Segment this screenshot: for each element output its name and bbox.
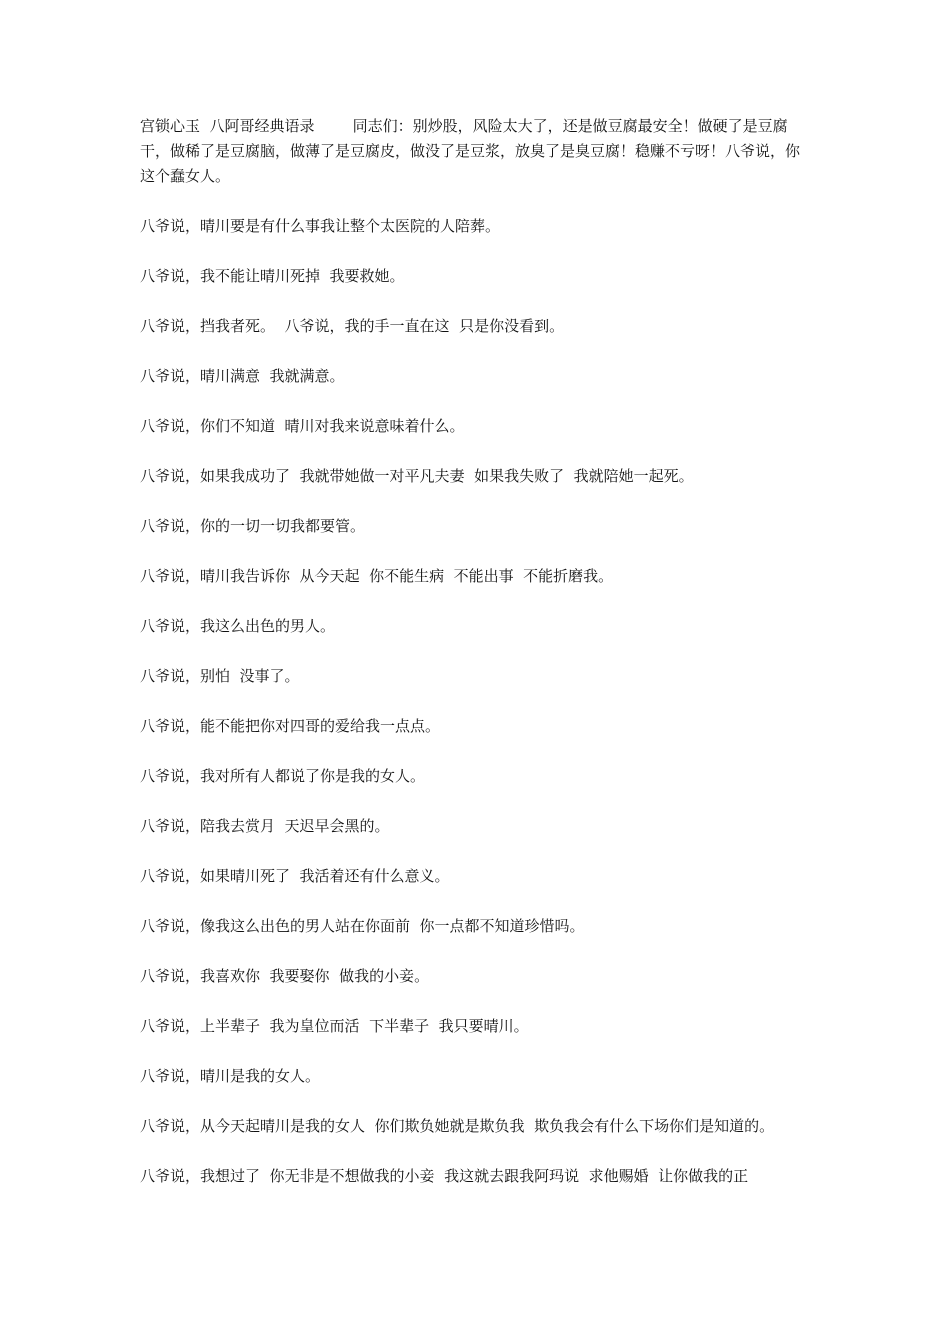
paragraph: 八爷说，像我这么出色的男人站在你面前 你一点都不知道珍惜吗。 <box>140 917 585 935</box>
paragraph: 八爷说，能不能把你对四哥的爱给我一点点。 <box>140 717 441 735</box>
paragraph: 八爷说，你们不知道 晴川对我来说意味着什么。 <box>140 417 465 435</box>
paragraph: 八爷说，晴川是我的女人。 <box>140 1067 321 1085</box>
paragraph: 八爷说，我不能让晴川死掉 我要救她。 <box>140 267 405 285</box>
paragraph: 八爷说，从今天起晴川是我的女人 你们欺负她就是欺负我 欺负我会有什么下场你们是知道的。 <box>140 1117 775 1135</box>
paragraph: 八爷说，挡我者死。 八爷说，我的手一直在这 只是你没看到。 <box>140 317 565 335</box>
paragraph: 八爷说，晴川满意 我就满意。 <box>140 367 345 385</box>
paragraph: 八爷说，上半辈子 我为皇位而活 下半辈子 我只要晴川。 <box>140 1017 529 1035</box>
paragraph: 八爷说，我喜欢你 我要娶你 做我的小妾。 <box>140 967 430 985</box>
paragraph: 八爷说，我这么出色的男人。 <box>140 617 336 635</box>
paragraph: 八爷说，你的一切一切我都要管。 <box>140 517 366 535</box>
paragraph: 八爷说，如果我成功了 我就带她做一对平凡夫妻 如果我失败了 我就陪她一起死。 <box>140 467 694 485</box>
paragraph: 八爷说，陪我去赏月 天迟早会黑的。 <box>140 817 390 835</box>
paragraph-intro: 宫锁心玉 八阿哥经典语录 同志们：别炒股，风险太大了，还是做豆腐最安全！做硬了是豆腐干，做稀了是豆腐脑，做薄了是豆腐皮，做没了是豆浆，放臭了是臭豆腐！稳赚不亏呀！八爷说，你这个蠢女人。 <box>140 117 801 185</box>
document-body <box>140 114 812 1214</box>
paragraph: 八爷说，晴川我告诉你 从今天起 你不能生病 不能出事 不能折磨我。 <box>140 567 614 585</box>
paragraph: 八爷说，如果晴川死了 我活着还有什么意义。 <box>140 867 450 885</box>
paragraph: 八爷说，我想过了 你无非是不想做我的小妾 我这就去跟我阿玛说 求他赐婚 让你做我的正 <box>140 1167 749 1185</box>
paragraph: 八爷说，我对所有人都说了你是我的女人。 <box>140 767 426 785</box>
paragraph: 八爷说，别怕 没事了。 <box>140 667 300 685</box>
paragraph: 八爷说，晴川要是有什么事我让整个太医院的人陪葬。 <box>140 217 501 235</box>
